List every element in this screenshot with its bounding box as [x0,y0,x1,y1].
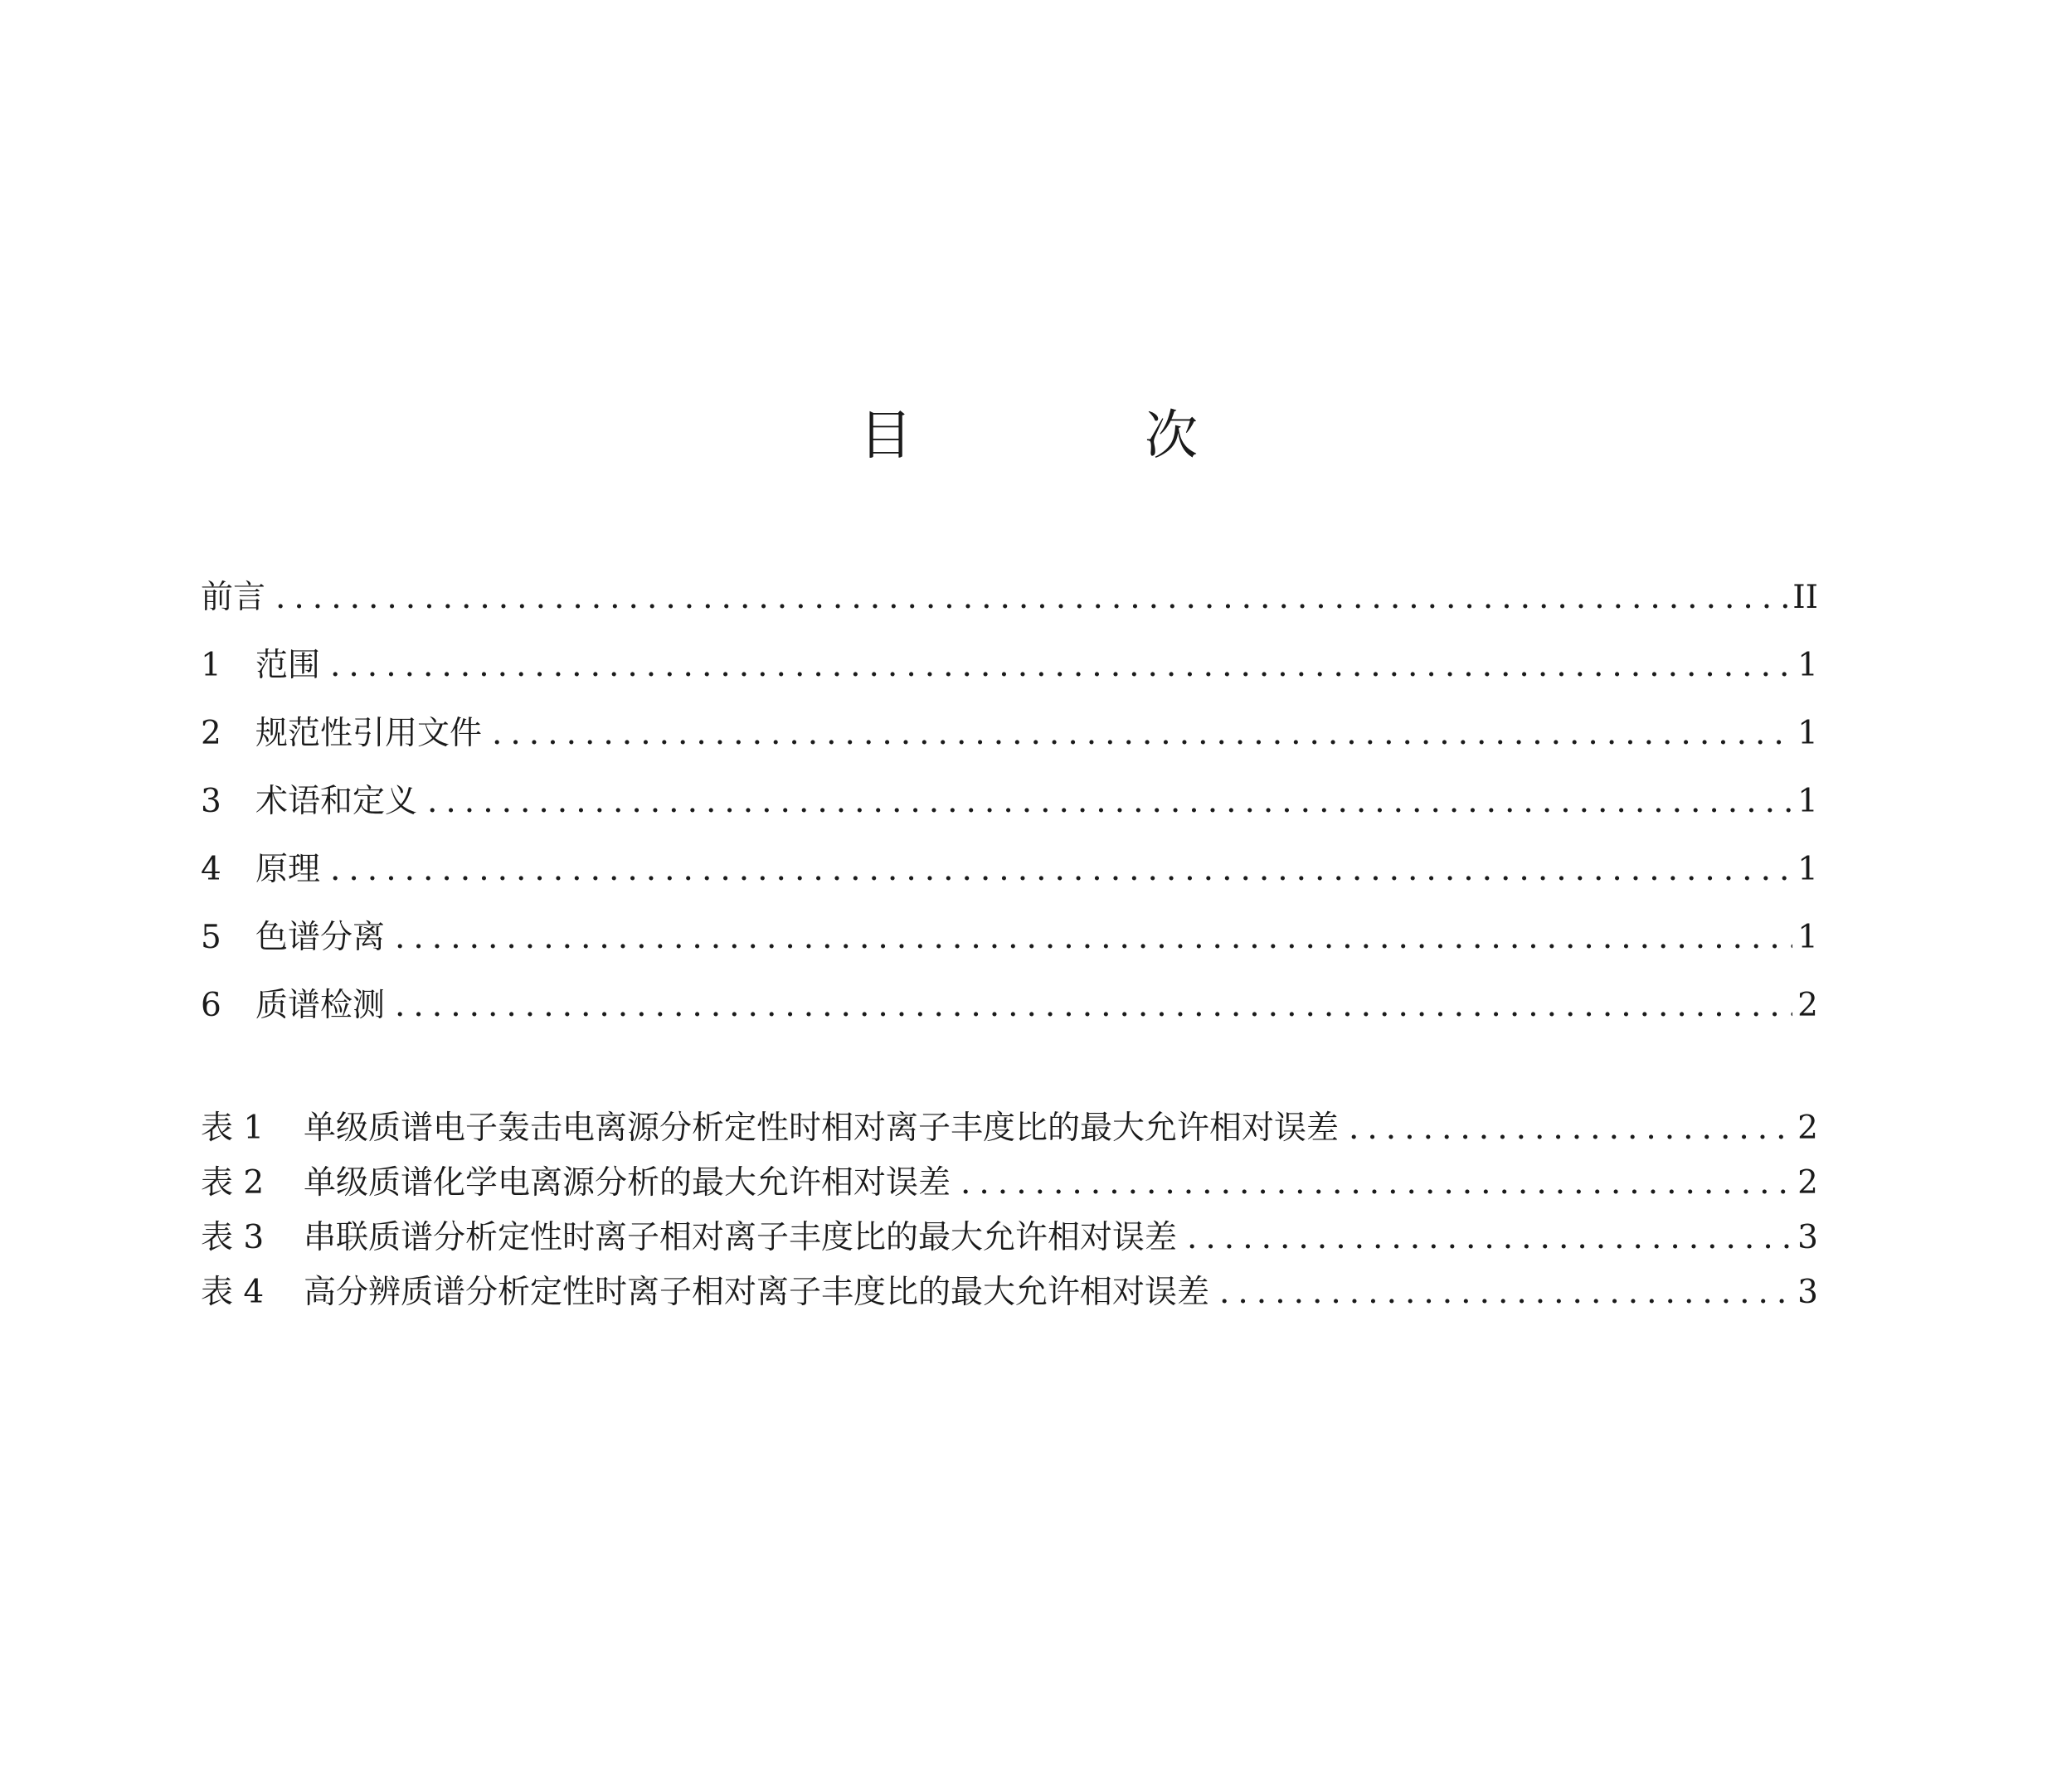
page-title: 目 次 [858,406,1306,467]
toc-page-number: 3 [1797,1219,1818,1256]
toc-leader-dots [492,700,1792,768]
toc-page-number: 1 [1797,851,1818,888]
toc-entry-chromatographic-separation[interactable] [201,904,1818,972]
toc-list [201,564,1818,1040]
toc-page-number: 3 [1797,1274,1818,1311]
toc-leader-dots [1349,1101,1792,1156]
table-entry-3[interactable] [201,1211,1818,1265]
toc-entry-mass-spectrometry-detection[interactable] [201,972,1818,1040]
toc-leader-dots [960,1156,1792,1211]
table-entry-title: 高分辨质谱分析定性时离子相对离子丰度比的最大允许相对误差 [304,1274,1210,1311]
table-label: 表 4 [201,1274,265,1311]
toc-page-number: 1 [1797,783,1818,820]
toc-leader-dots [395,972,1792,1040]
toc-leader-dots [330,836,1792,904]
table-label: 表 2 [201,1164,265,1202]
toc-page-number: 1 [1797,715,1818,752]
toc-entry-scope[interactable] [201,632,1818,700]
toc-page-number: 1 [1797,919,1818,956]
toc-page-number: 2 [1797,1110,1818,1147]
toc-entry-title: 规范性引用文件 [255,715,483,752]
toc-leader-dots [1219,1265,1792,1320]
toc-entry-title: 色谱分离 [255,919,386,956]
table-of-tables [201,1101,1818,1320]
toc-entry-title: 术语和定义 [255,783,418,820]
table-entry-title: 串联质谱分析定性时离子相对离子丰度比的最大允许相对误差 [304,1219,1178,1256]
toc-entry-principle[interactable] [201,836,1818,904]
table-entry-2[interactable] [201,1156,1818,1211]
toc-page-number: 2 [1797,987,1818,1024]
toc-section-number: 3 [201,783,221,820]
table-label: 表 1 [201,1110,265,1147]
toc-leader-dots [427,768,1792,836]
toc-section-number: 2 [201,715,221,752]
table-label: 表 3 [201,1219,265,1256]
toc-leader-dots [395,904,1792,972]
table-entry-title: 单级质谱电子轰击电离源分析定性时相对离子丰度比的最大允许相对误差 [304,1110,1340,1147]
toc-section-number: 1 [201,647,221,684]
toc-section-number: 4 [201,851,221,888]
toc-leader-dots [330,632,1792,700]
toc-page-number: 1 [1797,647,1818,684]
table-entry-4[interactable] [201,1265,1818,1320]
toc-leader-dots [275,564,1787,632]
toc-section-number: 5 [201,919,221,956]
toc-entry-foreword[interactable] [201,564,1818,632]
toc-entry-title: 范围 [255,647,321,684]
toc-leader-dots [1187,1211,1792,1265]
table-entry-1[interactable] [201,1101,1818,1156]
toc-entry-title: 质谱检测 [255,987,386,1024]
toc-section-number: 6 [201,987,221,1024]
toc-page-number: II [1792,579,1818,616]
toc-entry-title: 原理 [255,851,321,888]
table-entry-title: 单级质谱化学电离源分析的最大允许相对误差 [304,1164,951,1202]
toc-entry-normative-references[interactable] [201,700,1818,768]
toc-entry-title: 前言 [201,579,266,616]
toc-page-number: 2 [1797,1164,1818,1202]
toc-entry-terms-definitions[interactable] [201,768,1818,836]
